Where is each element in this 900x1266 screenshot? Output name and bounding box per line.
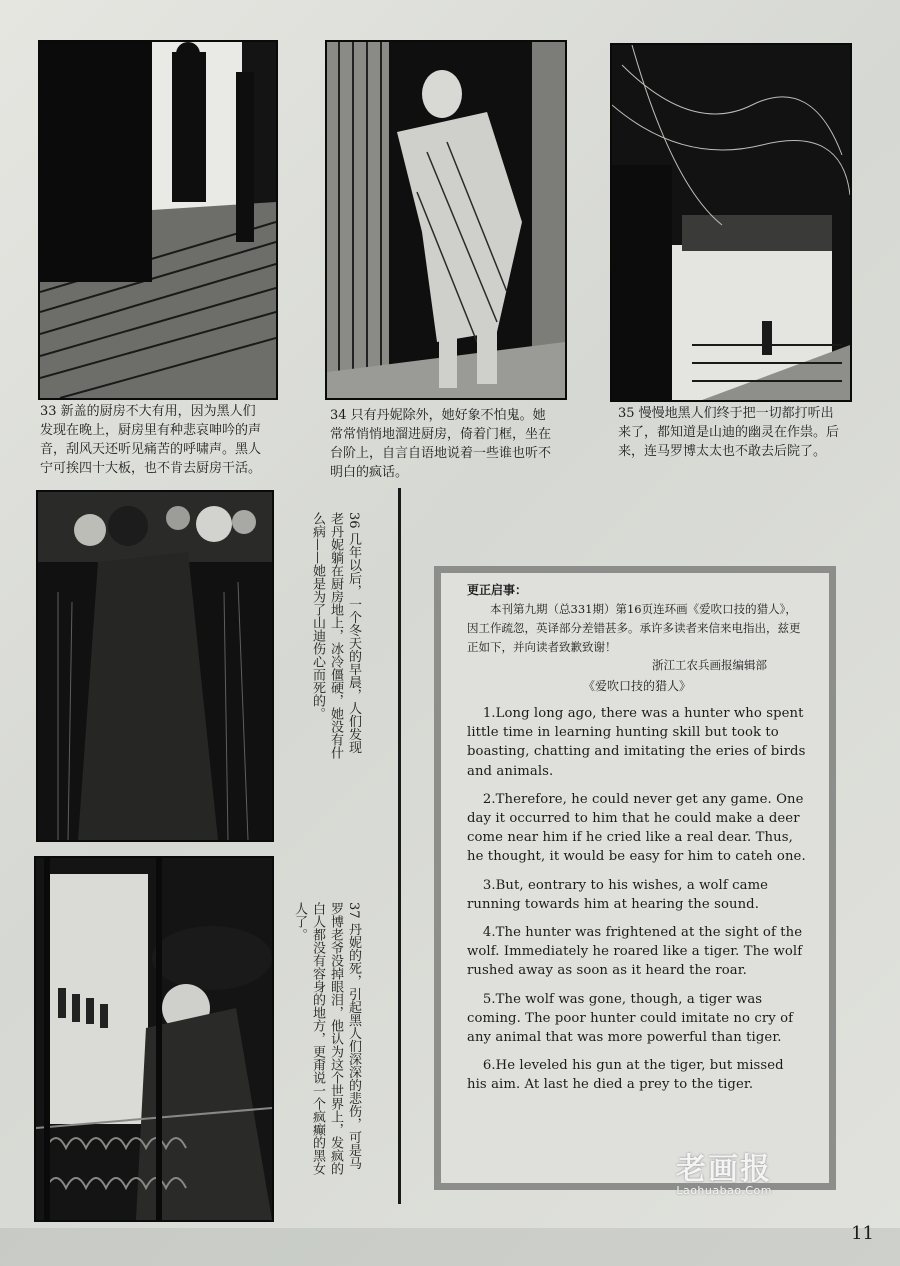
- caption-33: 33 新盖的厨房不大有用，因为黑人们发现在晚上，厨房里有种悲哀呻吟的声音，刮风天还听见痛苦的呼啸声。黑人宁可挨四十大板，也不肯去厨房干活。: [40, 404, 262, 476]
- translation-paragraph-1: 1.Long long ago, there was a hunter who spent little time in learning hunting skill but took to boasting, chatting and imitating the eries of birds and animals.: [467, 706, 806, 779]
- translation-paragraph-3: 3.But, eontrary to his wishes, a wolf came running towards him at hearing the sound.: [467, 877, 769, 912]
- translation-paragraph-2: 2.Therefore, he could never get any game. One day it occurred to him that he could make a deer come near him if he cried like a real dear. Thus, he thought, it would be easy for him to cateh one.: [467, 791, 806, 865]
- kitchen-doorway-woodcut: [40, 42, 276, 398]
- translation-paragraph-4: 4.The hunter was frightened at the sight of the wolf. Immediately he roared like a tiger. The wolf rushed away as soon as it heard the roar.: [467, 925, 803, 979]
- crowd-mourners-woodcut: [38, 492, 272, 840]
- watermark-url: Laohuabao.Com: [676, 1184, 772, 1197]
- illustration-panel-36: [36, 490, 274, 842]
- translation-paragraph-6: 6.He leveled his gun at the tiger, but missed his aim. At last he died a prey to the tiger.: [467, 1058, 784, 1093]
- backyard-ghost-woodcut: [612, 45, 850, 400]
- illustration-panel-35: [610, 43, 852, 402]
- caption-34: 34 只有丹妮除外，她好象不怕鬼。她常常悄悄地溜进厨房，倚着门框，坐在台阶上，自言自语地说着一些谁也听不明白的疯话。: [330, 408, 552, 480]
- woman-at-door-woodcut: [327, 42, 565, 398]
- watermark-logo: 老画报: [676, 1152, 772, 1187]
- translation-paragraph-5: 5.The wolf was gone, though, a tiger was coming. The poor hunter could imitate no cry of any animal that was more powerful than tiger.: [467, 991, 794, 1046]
- correction-notice: [434, 566, 836, 1190]
- footer-strip: [0, 1228, 900, 1266]
- site-watermark: [676, 1144, 772, 1197]
- caption-37: 37 丹妮的死，引起黑人们深深的悲伤，可是马罗博老爷没掉眼泪，他认为这个世界上，发疯的白人都没有容身的地方，更甭说一个疯癫的黑女人了。: [292, 902, 361, 1175]
- illustration-panel-34: [325, 40, 567, 400]
- notice-signature: 浙江工农兵画报编辑部: [652, 658, 767, 672]
- illustration-panel-33: [38, 40, 278, 400]
- caption-35: 35 慢慢地黑人们终于把一切都打听出来了，都知道是山迪的幽灵在作祟。后来，连马罗博太太也不敢去后院了。: [618, 406, 840, 459]
- funeral-procession-woodcut: [36, 858, 272, 1220]
- column-divider: [398, 488, 401, 1204]
- caption-36: 36 几年以后，一个冬天的早晨，人们发现老丹妮躺在厨房地上，冰冷僵硬，她没有什么病——她是为了山迪伤心而死的。: [310, 512, 361, 759]
- page-number: 11: [851, 1223, 874, 1244]
- notice-body: 本刊第九期（总331期）第16页连环画《爱吹口技的猎人》，因工作疏忽，英译部分差错甚多。承许多读者来信来电指出，兹更正如下，并向读者致歉致谢！: [467, 602, 801, 654]
- notice-title: 更正启事：: [467, 583, 528, 597]
- notice-subtitle: 《爱吹口技的猎人》: [582, 679, 691, 693]
- illustration-panel-37: [34, 856, 274, 1222]
